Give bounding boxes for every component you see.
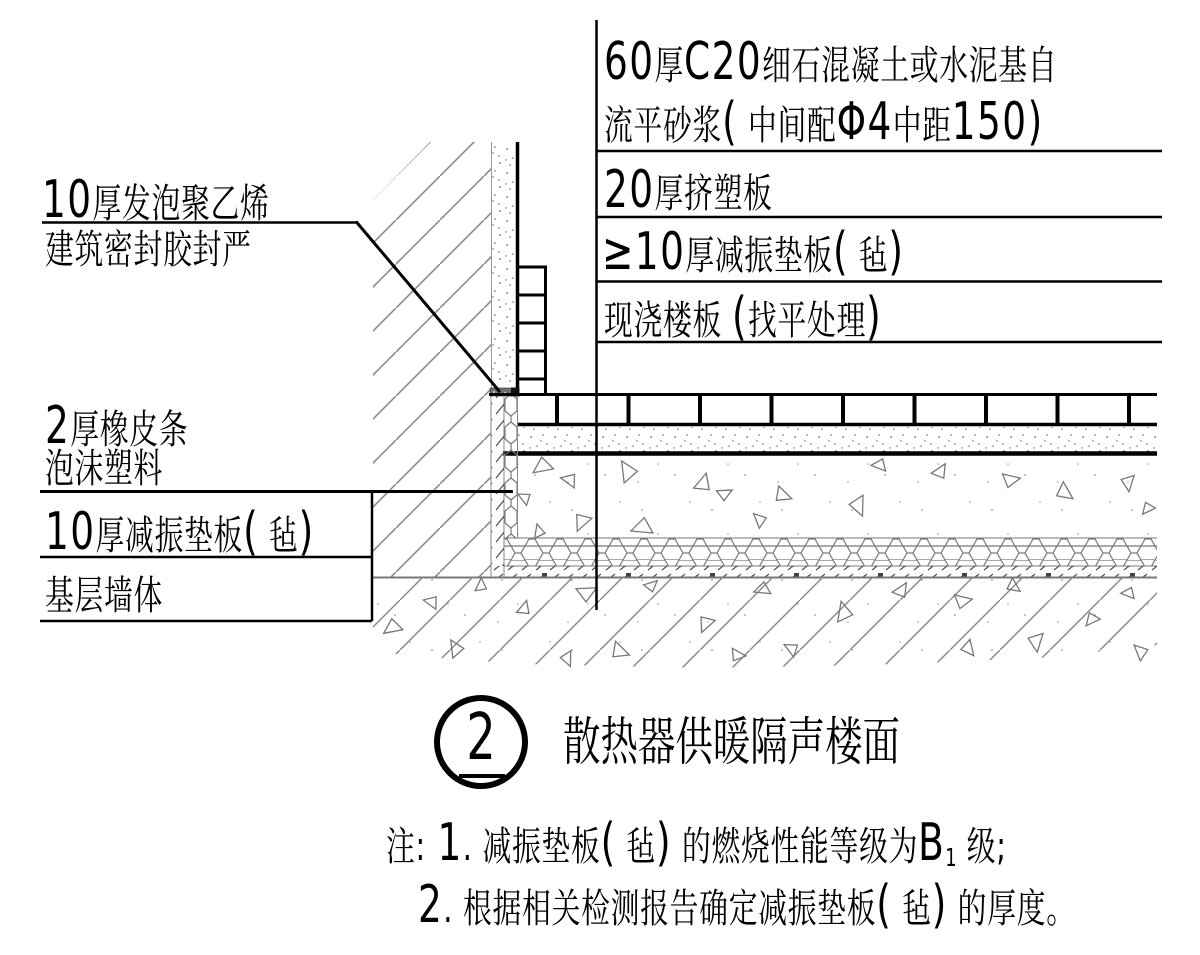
spec-line-1b: 流平砂浆( 中间配Φ4中距150) (604, 92, 1044, 152)
spec-line-4: 现浇楼板 (找平处理) (604, 287, 883, 347)
note-2: 2. 根据相关检测报告确定减振垫板( 毡) 的厚度。 (418, 875, 1076, 935)
notes-label: 注: (386, 824, 426, 870)
detail-number: 2 (466, 701, 496, 775)
structural-slab (373, 577, 1157, 672)
detail-title: 散热器供暖隔声楼面 (563, 713, 900, 773)
spec-line-2: 20厚挤塑板 (604, 160, 773, 220)
spec-line-3: ≥10厚减振垫板( 毡) (602, 222, 905, 282)
floor-finish-tiles (489, 395, 1157, 425)
annotation-sealant: 建筑密封胶封严 (45, 227, 252, 273)
spec-line-1a: 60厚C20细石混凝土或水泥基自 (604, 32, 1058, 92)
note-1-text: 1. 减振垫板( 毡) 的燃烧性能等级为 (437, 813, 919, 873)
note-1-grade-sub: 1 (945, 843, 957, 873)
screed-band (503, 427, 1157, 454)
skirting-blocks (519, 266, 546, 396)
annotation-foam-pe: 10厚发泡聚乙烯 (42, 170, 270, 230)
annotation-damping-pad: 10厚减振垫板( 毡) (45, 502, 315, 562)
concrete-layer (518, 455, 1157, 540)
annotation-foam-plastic: 泡沫塑料 (45, 446, 164, 492)
annotation-rubber-strip: 2厚橡皮条 (45, 396, 189, 456)
note-1-suffix: 级; (966, 824, 1007, 870)
note-1 (386, 813, 1007, 878)
note-1-grade: B (918, 813, 946, 873)
xps-insulation-band (504, 538, 1157, 566)
wall-plaster-band (491, 142, 518, 396)
annotation-base-wall: 基层墙体 (45, 573, 164, 619)
